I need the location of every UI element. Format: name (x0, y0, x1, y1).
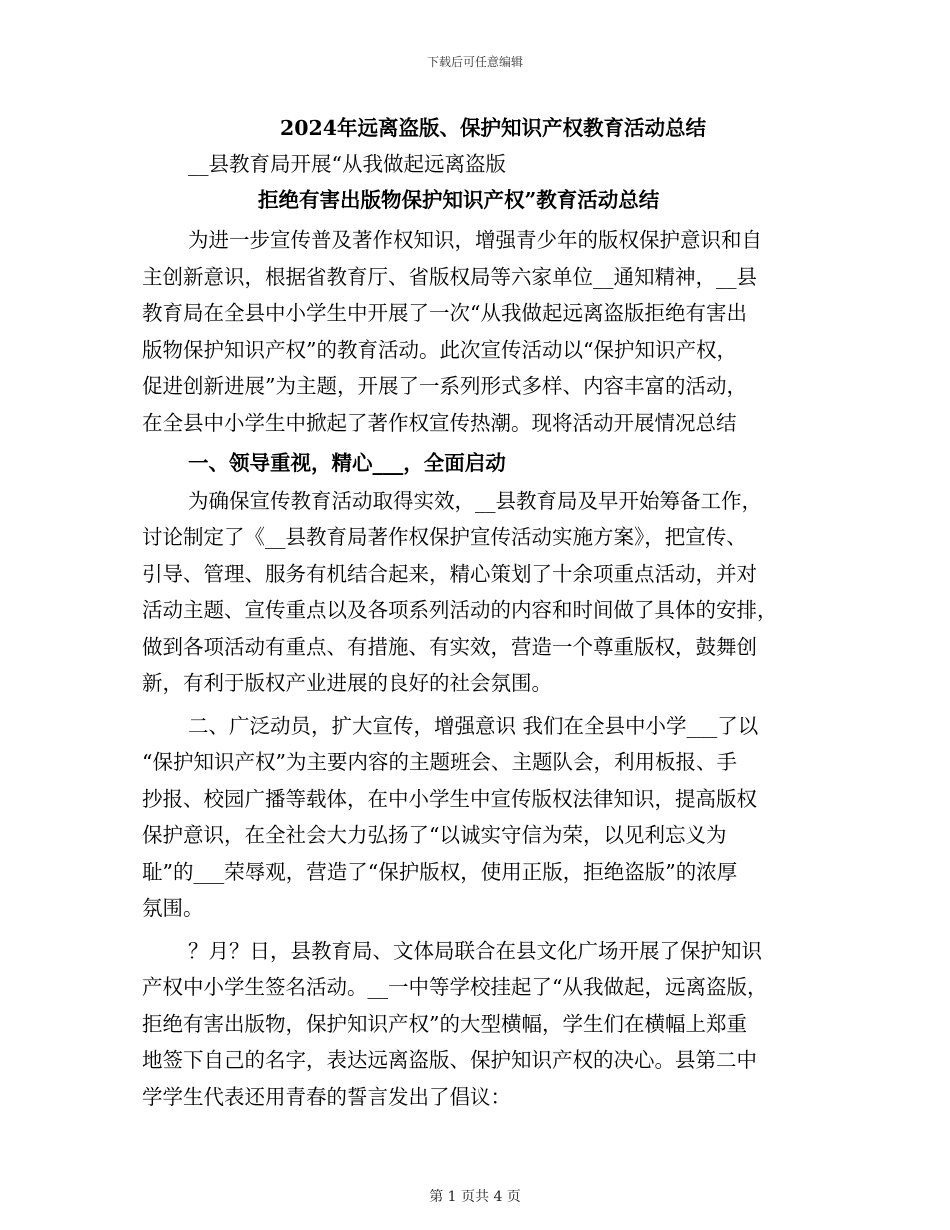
section-1-paragraph-line: 活动主题、宣传重点以及各项系列活动的内容和时间做了具体的安排， (142, 598, 778, 622)
section-3-paragraph-line: 学学生代表还用青春的誓言发出了倡议： (142, 1085, 511, 1109)
section-3-paragraph-line: 拒绝有害出版物，保护知识产权”的大型横幅，学生们在横幅上郑重 (142, 1012, 747, 1036)
section-3-paragraph-line: 地签下自己的名字，表达远离盗版、保护知识产权的决心。县第二中 (142, 1048, 757, 1072)
section-2-paragraph-line: 抄报、校园广播等载体，在中小学生中宣传版权法律知识，提高版权 (142, 787, 757, 811)
intro-paragraph-line: 为进一步宣传普及著作权知识，增强青少年的版权保护意识和自 (188, 228, 762, 252)
section-2-paragraph-line: “保护知识产权”为主要内容的主题班会、主题队会，利用板报、手 (142, 750, 737, 774)
section-2-paragraph-line: 氛围。 (142, 896, 204, 920)
section-1-paragraph-line: 讨论制定了《__县教育局著作权保护宣传活动实施方案》，把宣传、 (142, 525, 747, 549)
section-2-paragraph-line: 耻”的___荣辱观，营造了“保护版权，使用正版，拒绝盗版”的浓厚 (142, 860, 738, 884)
section-3-paragraph-line: 产权中小学生签名活动。__一中等学校挂起了“从我做起，远离盗版， (142, 975, 768, 999)
intro-paragraph-line: 主创新意识，根据省教育厅、省版权局等六家单位__通知精神，__县 (142, 265, 757, 289)
intro-paragraph-line: 教育局在全县中小学生中开展了一次“从我做起远离盗版拒绝有害出 (142, 301, 747, 325)
document-title: 2024年远离盗版、保护知识产权教育活动总结 (280, 116, 707, 140)
section-2-paragraph-line: 二、广泛动员，扩大宣传，增强意识 我们在全县中小学___了以 (188, 714, 759, 738)
intro-paragraph-line: 版物保护知识产权”的教育活动。此次宣传活动以“保护知识产权， (142, 338, 737, 362)
section-1-paragraph-line: 做到各项活动有重点、有措施、有实效，营造一个尊重版权，鼓舞创 (142, 635, 757, 659)
intro-paragraph-line: 在全县中小学生中掀起了著作权宣传热潮。现将活动开展情况总结 (142, 411, 737, 435)
page-number-footer: 第 1 页共 4 页 (429, 1189, 521, 1205)
section-2-paragraph-line: 保护意识，在全社会大力弘扬了“以诚实守信为荣，以见利忘义为 (142, 823, 727, 847)
intro-paragraph-line: 促进创新进展”为主题，开展了一系列形式多样、内容丰富的活动， (142, 374, 747, 398)
section-1-paragraph-line: 引导、管理、服务有机结合起来，精心策划了十余项重点活动，并对 (142, 562, 757, 586)
section-1-paragraph-line: 为确保宣传教育活动取得实效，__县教育局及早开始筹备工作， (188, 489, 762, 513)
subtitle-line-2: 拒绝有害出版物保护知识产权”教育活动总结 (258, 188, 660, 212)
section-3-paragraph-line: ？月？日，县教育局、文体局联合在县文化广场开展了保护知识 (188, 939, 762, 963)
header-note: 下载后可任意编辑 (426, 55, 523, 69)
subtitle-line-1: __县教育局开展“从我做起远离盗版 (188, 152, 506, 176)
section-1-heading: 一、领导重视，精心___，全面启动 (188, 451, 506, 475)
section-1-paragraph-line: 新，有利于版权产业进展的良好的社会氛围。 (142, 671, 552, 695)
